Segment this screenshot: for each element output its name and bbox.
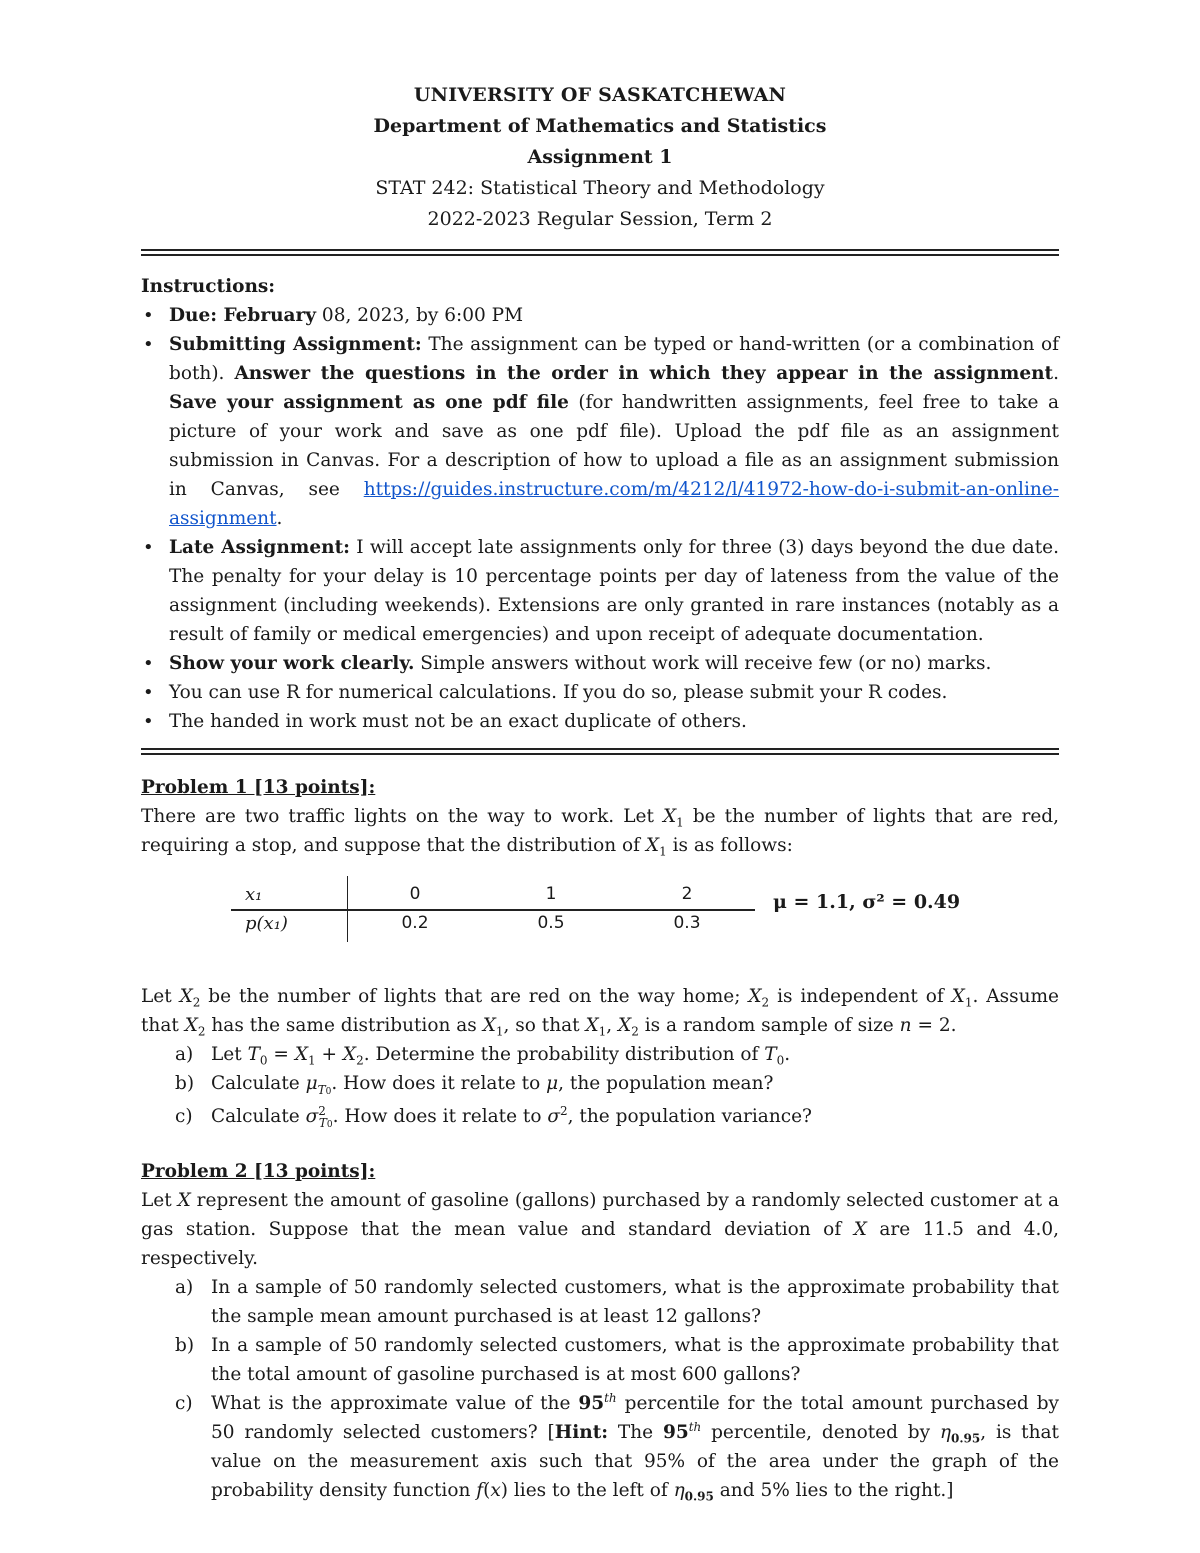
table-horizontal-rule	[231, 909, 755, 911]
intro-text: be the number of lights that are red, requiring a stop, and suppose that the distribution of	[141, 806, 1059, 856]
setup-text: is a random sample of size	[638, 1015, 900, 1036]
item-text: lies to the left of	[508, 1480, 674, 1501]
problem-2-items	[141, 1273, 1059, 1505]
r-text: You can use R for numerical calculations. If you do so, please submit your R codes.	[169, 682, 948, 703]
document-page	[141, 80, 1059, 1505]
item-text: In a sample of 50 randomly selected customers, what is the approximate probability that the sample mean amount purchased is at least 12 gallons?	[211, 1277, 1059, 1327]
item-label: b)	[175, 1073, 195, 1094]
distribution-table	[231, 880, 755, 938]
setup-text: Let	[141, 986, 180, 1007]
department-name: Department of Mathematics and Statistics	[373, 115, 827, 137]
table-cell: 0.3	[673, 913, 701, 933]
submit-text: .	[276, 508, 283, 529]
list-item	[141, 330, 1059, 533]
show-text: Simple answers without work will receive few (or no) marks.	[414, 653, 992, 674]
item-text: , is that value on the measurement axis such that 95% of the area under the graph of the probability density function	[211, 1422, 1059, 1501]
table-cell: 0.2	[401, 913, 429, 933]
list-item	[141, 649, 1059, 678]
intro-text: represent the amount of gasoline (gallons) purchased by a randomly selected customer at a gas station. Suppose that the mean value and standard deviation of	[141, 1190, 1059, 1240]
setup-text: .	[950, 1015, 957, 1036]
item-text: percentile for the total amount purchased by 50 randomly selected customers? [	[211, 1393, 1059, 1443]
item-text: percentile, denoted by	[701, 1422, 940, 1443]
item-text: Calculate	[211, 1073, 306, 1094]
list-item	[141, 1331, 1059, 1389]
intro-text: are 11.5 and 4.0, respectively.	[141, 1219, 1060, 1269]
problem-1-setup: Let $X_2$ be the number of lights that are red on the way home; $X_2$ is independent of $X_1$. Assume that $X_2$ has the same distribution as $X_1$, so that $X_1$, $X_2$ is a random sample of size n = 2.	[141, 986, 1060, 1039]
item-text: In a sample of 50 randomly selected customers, what is the approximate probability that the total amount of gasoline purchased is at most 600 gallons?	[211, 1335, 1059, 1385]
submit-text: .	[1053, 363, 1059, 384]
list-item: c) Calculate $\sigma^2_{T0}$. How does it relate to $\sigma^2$, the population variance?	[175, 1103, 812, 1130]
submit-bold: Save your assignment as one pdf file	[169, 392, 569, 413]
table-cell: 2	[681, 884, 693, 904]
due-text: 08, 2023, by 6:00 PM	[316, 305, 524, 326]
due-label: Due: February	[169, 305, 317, 326]
problem-1-intro: There are two traffic lights on the way to work. Let $X_1$ be the number of lights that are red, requiring a stop, and suppose that the distribution of $X_1$ is as follows:	[141, 806, 1059, 859]
problem-1-items	[141, 1040, 1059, 1131]
list-item	[141, 533, 1059, 649]
late-label: Late Assignment:	[169, 537, 350, 558]
session-title: 2022-2023 Regular Session, Term 2	[427, 208, 773, 230]
list-item	[141, 707, 1059, 736]
instructions-divider	[141, 748, 1059, 755]
header-divider	[141, 249, 1059, 256]
assignment-title: Assignment 1	[527, 146, 673, 168]
late-text: I will accept late assignments only for three (3) days beyond the due date. The penalty for your delay is 10 percentage points per day of lateness from the value of the assignment (including weekends). Extensions are only granted in rare instances (notably as a result of family or medical emergencies) and upon receipt of adequate documentation.	[169, 537, 1059, 645]
row-header-x: x₁	[245, 884, 263, 905]
item-text: Calculate	[211, 1106, 306, 1127]
instructions-title: Instructions:	[141, 276, 276, 297]
list-item: a) Let $T_0 = X_1 + X_2$. Determine the probability distribution of $T_0$.	[141, 1040, 1059, 1069]
setup-text: . Assume that	[141, 986, 1060, 1036]
item-text: , the population variance?	[567, 1106, 812, 1127]
table-row	[231, 880, 755, 909]
problem-1-title: Problem 1 [13 points]:	[141, 777, 376, 798]
dup-text: The handed in work must not be an exact duplicate of others.	[169, 711, 747, 732]
problem-2-intro: Let X represent the amount of gasoline (gallons) purchased by a randomly selected customer at a gas station. Suppose that the mean value and standard deviation of X are 11.5 and 4.0, respectively.	[141, 1190, 1060, 1269]
item-text: Let	[211, 1044, 248, 1065]
problem-2	[141, 1157, 1059, 1505]
submit-bold: Answer the questions in the order in which they appear in the assignment	[234, 363, 1054, 384]
hint-label: Hint:	[554, 1422, 609, 1443]
show-label: Show your work clearly.	[169, 653, 415, 674]
table-row	[231, 909, 755, 938]
list-item: c) What is the approximate value of the 95th percentile for the total amount purchased by 50 randomly selected customers? [Hint: The 95th percentile, denoted by $\eta_{0.95}$, is that value on the measurement axis such that 95% of the area under the graph of the probability density function f(x) lies to the left of $\eta_{0.95}$ and 5% lies to the right.]	[175, 1390, 1059, 1504]
course-title: STAT 242: Statistical Theory and Methodology	[375, 177, 825, 199]
item-label: a)	[175, 1277, 194, 1298]
item-label: a)	[175, 1044, 194, 1065]
list-item	[141, 1273, 1059, 1331]
problem-2-title: Problem 2 [13 points]:	[141, 1161, 376, 1182]
table-cell: 0	[409, 884, 421, 904]
item-label: c)	[175, 1393, 193, 1414]
item-label: c)	[175, 1106, 193, 1127]
instructions-section	[141, 272, 1059, 736]
row-header-p: p(x₁)	[245, 913, 288, 934]
submit-text: (for handwritten assignments, feel free to take a picture of your work and save as one pdf file). Upload the pdf file as an assignment submission in Canvas. For a description of how to upload a file as an assignment submission in Canvas, see	[169, 392, 1059, 500]
document-header	[141, 80, 1059, 235]
item-text: .	[784, 1044, 791, 1065]
intro-text: There are two traffic lights on the way to work. Let	[141, 806, 663, 827]
list-item	[141, 678, 1059, 707]
item-text: . How does it relate to	[331, 1073, 547, 1094]
submit-text: The assignment can be typed or hand-written (or a combination of both).	[169, 334, 1060, 384]
item-text: and 5% lies to the right.]	[713, 1480, 954, 1501]
item-text: . How does it relate to	[332, 1106, 548, 1127]
population-summary: μ = 1.1, σ² = 0.49	[773, 891, 961, 913]
instructions-list	[141, 301, 1059, 736]
distribution-table-block	[141, 866, 1059, 976]
intro-text: Let	[141, 1190, 178, 1211]
item-text: What is the approximate value of the	[211, 1393, 579, 1414]
item-label: b)	[175, 1335, 195, 1356]
submit-label: Submitting Assignment:	[169, 334, 422, 355]
problem-1	[141, 773, 1059, 1131]
item-text: . Determine the probability distribution of	[363, 1044, 765, 1065]
list-item	[141, 301, 1059, 330]
setup-text: is independent of	[769, 986, 952, 1007]
item-text: The	[608, 1422, 663, 1443]
intro-text: is as follows:	[666, 835, 793, 856]
canvas-guide-link[interactable]: https://guides.instructure.com/m/4212/l/41972-how-do-i-submit-an-online-assignment	[169, 479, 1059, 529]
item-text: , the population mean?	[558, 1073, 774, 1094]
setup-text: , so that	[503, 1015, 586, 1036]
setup-text: has the same distribution as	[205, 1015, 483, 1036]
list-item: b) Calculate $\mu_{T0}$. How does it relate to μ, the population mean?	[141, 1069, 1059, 1098]
university-name: UNIVERSITY OF SASKATCHEWAN	[413, 84, 787, 106]
table-cell: 0.5	[537, 913, 565, 933]
setup-text: be the number of lights that are red on the way home;	[200, 986, 749, 1007]
table-cell: 1	[545, 884, 557, 904]
